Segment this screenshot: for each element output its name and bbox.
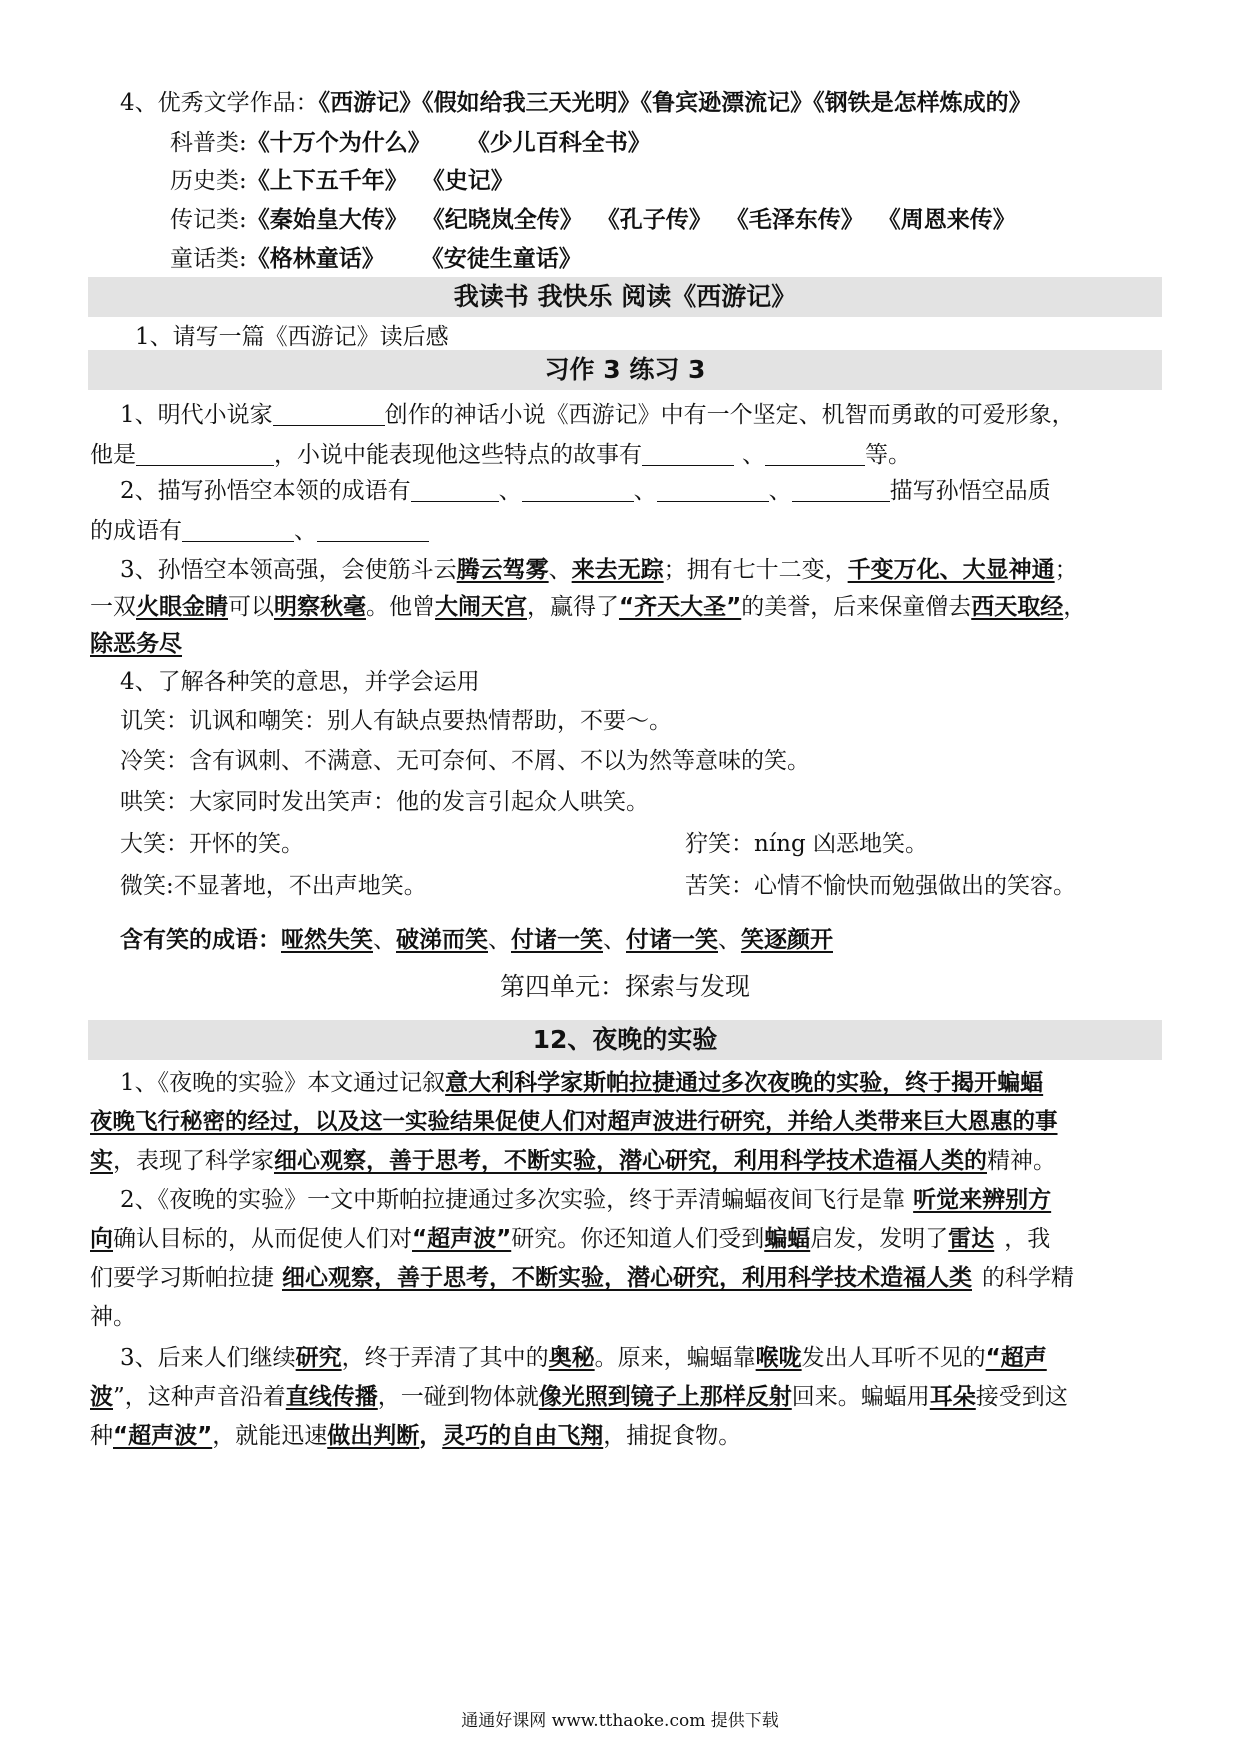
answer-blank[interactable] [317, 517, 429, 542]
laugh-definition: 微笑:不显著地，不出声地笑。 [120, 873, 427, 899]
lesson-p3-line2: 波”，这种声音沿着直线传播，一碰到物体就像光照到镜子上那样反射回来。蝙蝠用耳朵接受到这 [90, 1384, 1068, 1410]
page-footer: 通通好课网 www.tthaoke.com 提供下载 [461, 1711, 779, 1731]
answer-blank[interactable] [792, 477, 890, 502]
section-heading-reading: 我读书 我快乐 阅读《西游记》 [88, 277, 1162, 317]
exercise-q1-line2: 他是 ，小说中能表现他这些特点的故事有 、 等。 [90, 442, 911, 468]
lesson-p2-line1: 2、《夜晚的实验》一文中斯帕拉捷通过多次实验，终于弄清蝙蝠夜间飞行是靠 听觉来辨别方 [120, 1187, 1052, 1213]
answer-blank[interactable] [642, 441, 734, 466]
answer-blank[interactable] [657, 477, 769, 502]
laugh-definition: 大笑：开怀的笑。 [120, 831, 304, 857]
section-heading-exercise: 习作 3 练习 3 [88, 350, 1162, 390]
reading-science: 科普类:《十万个为什么》 《少儿百科全书》 [170, 130, 651, 156]
laugh-definition: 哄笑：大家同时发出笑声：他的发言引起众人哄笑。 [120, 789, 649, 815]
reading-history: 历史类:《上下五千年》 《史记》 [170, 168, 514, 194]
lesson-p3-line1: 3、后来人们继续研究，终于弄清了其中的奥秘。原来，蝙蝠靠喉咙发出人耳听不见的“超声 [120, 1345, 1047, 1371]
exercise-q2-line1: 2、描写孙悟空本领的成语有 、 、 、 描写孙悟空品质 [120, 478, 1051, 504]
lesson-p1-line2: 夜晚飞行秘密的经过，以及这一实验结果促使人们对超声波进行研究，并给人类带来巨大恩惠的事 [90, 1109, 1058, 1135]
exercise-q3-line1: 3、孙悟空本领高强，会使筋斗云腾云驾雾、来去无踪；拥有七十二变，千变万化、大显神通； [120, 557, 1078, 583]
exercise-q4: 4、了解各种笑的意思，并学会运用 [120, 669, 480, 695]
lesson-p2-line4: 神。 [90, 1304, 136, 1330]
laugh-definition: 苦笑：心情不愉快而勉强做出的笑容。 [685, 873, 1076, 899]
reading-biography: 传记类:《秦始皇大传》 《纪晓岚全传》 《孔子传》 《毛泽东传》 《周恩来传》 [170, 207, 1016, 233]
lesson-p1-line1: 1、《夜晚的实验》本文通过记叙意大利科学家斯帕拉捷通过多次夜晚的实验，终于揭开蝙蝠 [120, 1070, 1044, 1096]
lesson-p2-line3: 们要学习斯帕拉捷 细心观察，善于思考，不断实验，潜心研究，利用科学技术造福人类 的科学精 [90, 1265, 1074, 1291]
lesson-p1-line3: 实，表现了科学家细心观察，善于思考，不断实验，潜心研究，利用科学技术造福人类的精神。 [90, 1148, 1056, 1174]
laugh-definition: 讥笑：讥讽和嘲笑：别人有缺点要热情帮助，不要～。 [120, 708, 672, 734]
exercise-q3-line2: 一双火眼金睛可以明察秋毫。他曾大闹天宫，赢得了“齐天大圣”的美誉，后来保童僧去西天取经， [90, 594, 1087, 620]
unit-title: 第四单元：探索与发现 [499, 972, 750, 1001]
laugh-definition: 冷笑：含有讽刺、不满意、无可奈何、不屑、不以为然等意味的笑。 [120, 748, 810, 774]
section-heading-lesson: 12、夜晚的实验 [88, 1020, 1162, 1060]
answer-blank[interactable] [182, 517, 294, 542]
answer-blank[interactable] [273, 401, 385, 426]
laugh-idioms: 含有笑的成语：哑然失笑、破涕而笑、付诸一笑、付诸一笑、笑逐颜开 [120, 927, 833, 953]
reading-question: 1、请写一篇《西游记》读后感 [135, 324, 449, 350]
reading-fairy: 童话类:《格林童话》 《安徒生童话》 [170, 246, 582, 272]
lesson-p2-line2: 向确认目标的，从而促使人们对“超声波”研究。你还知道人们受到蝙蝠启发，发明了雷达 ，我 [90, 1226, 1051, 1252]
laugh-definition: 狞笑：níng 凶恶地笑。 [685, 831, 929, 857]
reading-intro: 4、优秀文学作品：《西游记》《假如给我三天光明》《鲁宾逊漂流记》《钢铁是怎样炼成的》 [120, 90, 1032, 116]
answer-blank[interactable] [136, 441, 274, 466]
answer-blank[interactable] [411, 477, 499, 502]
answer-blank[interactable] [765, 441, 865, 466]
lesson-p3-line3: 种“超声波”，就能迅速做出判断，灵巧的自由飞翔，捕捉食物。 [90, 1423, 742, 1449]
answer-blank[interactable] [522, 477, 634, 502]
exercise-q1-line1: 1、明代小说家 创作的神话小说《西游记》中有一个坚定、机智而勇敢的可爱形象， [120, 402, 1075, 428]
exercise-q3-line3: 除恶务尽 [90, 631, 182, 657]
exercise-q2-line2: 的成语有 、 [90, 516, 1160, 546]
